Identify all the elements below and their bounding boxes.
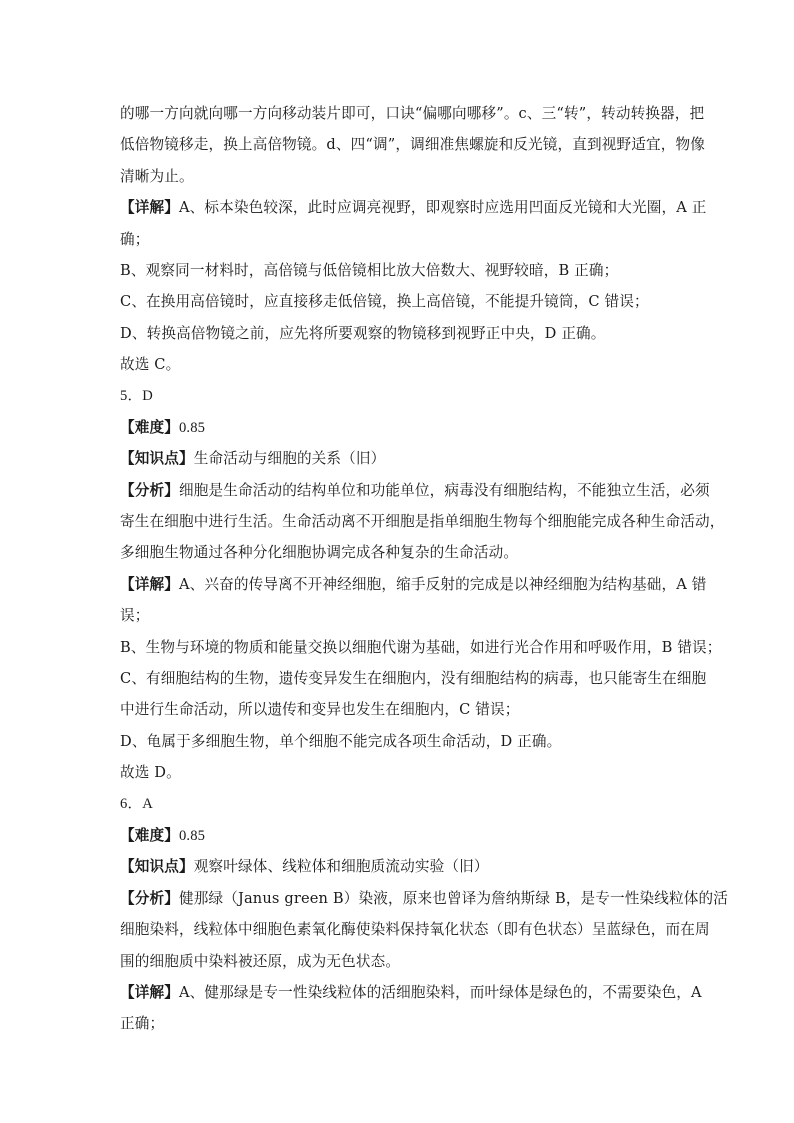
- knowledge-tag: 【知识点】: [120, 450, 194, 468]
- answer-line: 故选 D。: [120, 764, 181, 782]
- text-line: A、兴奋的传导离不开神经细胞，缩手反射的完成是以神经细胞为结构基础，A 错: [178, 575, 707, 593]
- text-line: B、观察同一材料时，高倍镜与低倍镜相比放大倍数大、视野较暗，B 正确；: [120, 261, 619, 279]
- detail-line: [120, 192, 707, 223]
- text-line: 的哪一方向就向哪一方向移动装片即可，口诀“偏哪向哪移”。c、三“转”，转动转换器，把: [120, 105, 705, 122]
- knowledge-value: 观察叶绿体、线粒体和细胞质流动实验（旧）: [193, 858, 489, 876]
- difficulty-line: [120, 412, 680, 443]
- text-line: 低倍物镜移走，换上高倍物镜。d、四“调”，调细准焦螺旋和反光镜，直到视野适宜，物像: [120, 136, 705, 154]
- analysis-tag: 【分析】: [120, 889, 179, 907]
- text-line: 围的细胞质中染料被还原，成为无色状态。: [120, 952, 401, 970]
- text-line: 多细胞生物通过各种分化细胞协调完成各种复杂的生命活动。: [120, 544, 519, 562]
- text-line: 细胞是生命活动的结构单位和功能单位，病毒没有细胞结构，不能独立生活，必须: [178, 481, 710, 499]
- answer-line: 故选 C。: [120, 356, 181, 374]
- knowledge-value: 生命活动与细胞的关系（旧）: [193, 450, 386, 468]
- question-number: 6．A: [120, 795, 153, 812]
- difficulty-tag: 【难度】: [120, 418, 179, 436]
- text-line: B、生物与环境的物质和能量交换以细胞代谢为基础，如进行光合作用和呼吸作用，B 错误；: [120, 638, 722, 656]
- difficulty-value: 0.85: [178, 827, 206, 844]
- knowledge-line: [120, 443, 680, 474]
- question-number: 5．D: [120, 387, 153, 404]
- difficulty-line: [120, 820, 680, 851]
- detail-tag: 【详解】: [120, 199, 179, 217]
- text-line: 误；: [120, 607, 150, 625]
- text-line: 确；: [120, 230, 150, 248]
- analysis-line: [120, 883, 728, 914]
- difficulty-tag: 【难度】: [120, 826, 179, 844]
- text-line: 清晰为止。: [120, 167, 194, 185]
- detail-tag: 【详解】: [120, 575, 179, 593]
- text-line: D、龟属于多细胞生物，单个细胞不能完成各项生命活动，D 正确。: [120, 732, 562, 750]
- text-line: A、健那绿是专一性染线粒体的活细胞染料，而叶绿体是绿色的，不需要染色，A: [178, 983, 702, 1001]
- text-line: C、有细胞结构的生物，遗传变异发生在细胞内，没有细胞结构的病毒，也只能寄生在细胞: [120, 670, 707, 688]
- analysis-line: [120, 475, 710, 506]
- text-line: A、标本染色较深，此时应调亮视野，即观察时应选用凹面反光镜和大光圈，A 正: [178, 199, 707, 217]
- document-page: [120, 98, 728, 1040]
- text-line: C、在换用高倍镜时，应直接移走低倍镜，换上高倍镜，不能提升镜筒，C 错误；: [120, 293, 649, 311]
- knowledge-tag: 【知识点】: [120, 858, 194, 876]
- text-line: 正确；: [120, 1015, 165, 1033]
- analysis-tag: 【分析】: [120, 481, 179, 499]
- text-line: D、转换高倍物镜之前，应先将所要观察的物镜移到视野正中央，D 正确。: [120, 324, 606, 342]
- detail-line: [120, 977, 702, 1008]
- text-line: 细胞染料，线粒体中细胞色素氧化酶使染料保持氧化状态（即有色状态）呈蓝绿色，而在周: [120, 921, 710, 939]
- text-line: 健那绿（Janus green B）染液，原来也曾译为詹纳斯绿 B，是专一性染线粒体的活: [178, 889, 728, 907]
- difficulty-value: 0.85: [178, 419, 206, 436]
- text-line: 寄生在细胞中进行生活。生命活动离不开细胞是指单细胞生物每个细胞能完成各种生命活动，: [120, 513, 725, 531]
- detail-line: [120, 569, 707, 600]
- detail-tag: 【详解】: [120, 983, 179, 1001]
- text-line: 中进行生命活动，所以遗传和变异也发生在细胞内，C 错误；: [120, 701, 520, 719]
- knowledge-line: [120, 851, 680, 882]
